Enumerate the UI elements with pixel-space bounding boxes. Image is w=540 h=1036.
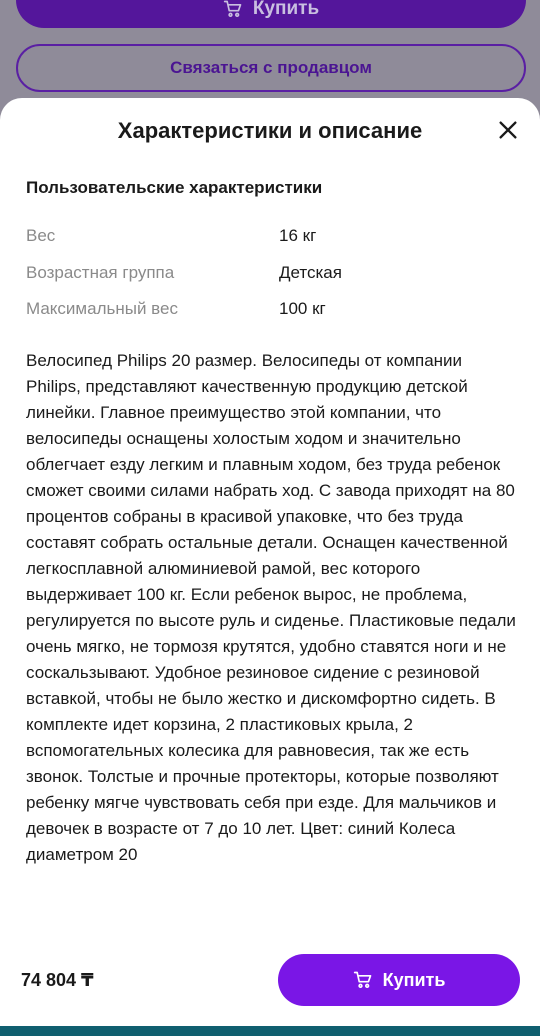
spec-row [26,291,516,328]
spec-label: Возрастная группа [26,262,175,282]
cart-icon [353,970,373,990]
product-description: Велосипед Philips 20 размер. Велосипеды от компании Philips, представляют качественную продукцию детской линейки. Главное преимущество этой компании, что велосипеды оснащены холостым ходом и значительно облегчает езду легким и плавным ходом, без труда ребенок сможет своими силами набрать ход. С завода приходят на 80 процентов собраны в красивой упаковке, что без труда составят собрать остальные детали. Оснащен качественной легкосплавной алюминиевой рамой, вес которого выдерживает 100 кг. Если ребенок вырос, не проблема, регулируется по высоте руль и сиденье. Пластиковые педали очень мягко, не тормозя крутятся, удобно ставятся ноги и не соскальзывают. Удобное резиновое сидение с резиновой вставкой, чтобы не было жестко и дискомфортно сидеть. В комплекте идет корзина, 2 пластиковых крыла, 2 вспомогательных колесика для равновесия, так же есть звонок. Толстые и прочные протекторы, которые позволяют ребенку мягче чувствовать себя при езде. Для мальчиков и девочек в возрасте от 7 до 10 лет. Цвет: синий Колеса диаметром 20 [26,351,516,864]
system-nav-edge [0,1026,540,1036]
spec-row [26,255,516,292]
section-title: Пользовательские характеристики [26,178,323,197]
spec-value: Детская [279,262,342,282]
background-buy-button [16,0,526,28]
spec-label: Вес [26,226,56,246]
background-buy-label: Купить [252,0,320,19]
spec-value: 100 кг [279,299,326,319]
sheet-title: Характеристики и описание [117,118,423,143]
contact-seller-button [16,44,526,92]
spec-label: Максимальный вес [26,299,178,319]
close-icon [497,119,519,141]
characteristics-sheet [0,98,540,1036]
contact-seller-label: Связаться с продавцом [170,58,372,77]
cart-icon [223,0,243,19]
spec-list [26,218,516,328]
price: 74 804 ₸ [21,970,94,990]
spec-row [26,218,516,255]
close-button[interactable] [494,116,522,144]
spec-value: 16 кг [279,226,317,246]
buy-button[interactable] [278,954,520,1006]
bottom-bar [0,950,540,1036]
buy-label: Купить [382,969,446,990]
